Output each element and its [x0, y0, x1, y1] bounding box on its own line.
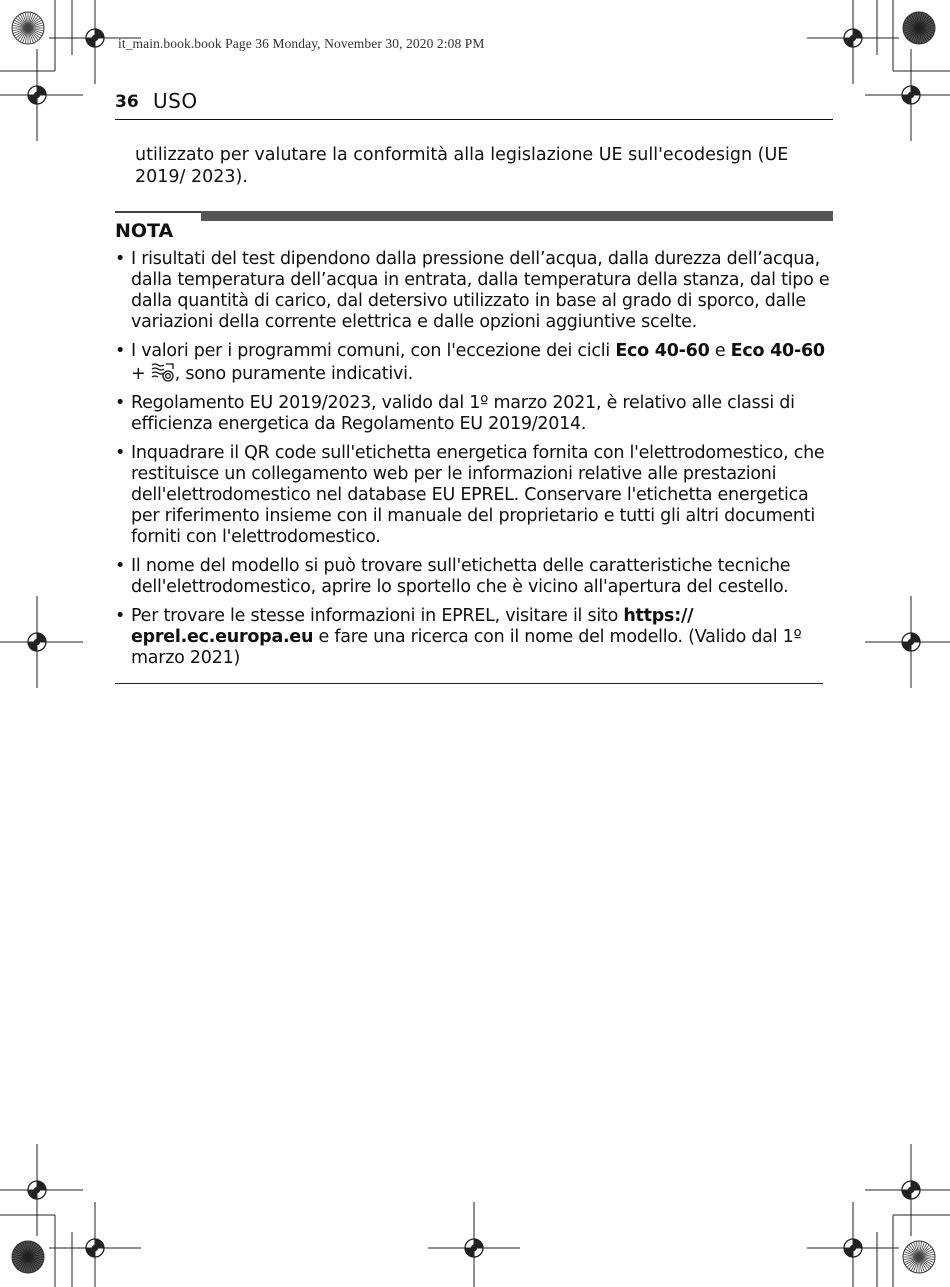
note-item: • Regolamento EU 2019/2023, valido dal 1º marzo 2021, è relativo alle classi di efficienza energetica da Regolamento EU 2019/2014.	[115, 393, 833, 435]
eprel-link[interactable]: https:// eprel.ec.europa.eu	[131, 606, 694, 647]
note-rule-thick	[201, 211, 833, 221]
note-end-rule	[115, 683, 823, 684]
note-item: • Per trovare le stesse informazioni in EPREL, visitare il sito https:// eprel.ec.europa.eu e fare una ricerca con il nome del modello. (Valido dal 1º marzo 2021)	[115, 606, 833, 669]
section-title: USO	[153, 89, 198, 113]
color-starburst	[903, 1241, 935, 1273]
color-starburst	[12, 12, 44, 44]
program-name: Eco 40-60	[615, 341, 710, 361]
program-name: Eco 40-60	[730, 341, 825, 361]
color-starburst	[903, 12, 935, 44]
note-item: • Inquadrare il QR code sull'etichetta energetica fornita con l'elettrodomestico, che restituisce un collegamento web per le informazioni relative alle prestazioni dell'elettrodomestico nel database EU EPREL. Conservare l'etichetta energetica per riferimento insieme con il manuale del proprietario e tutti gli altri documenti forniti con l'elettrodomestico.	[115, 443, 833, 548]
note-item: • Il nome del modello si può trovare sull'etichetta delle caratteristiche tecniche dell'elettrodomestico, aprire lo sportello che è vicino all'apertura del cestello.	[115, 556, 833, 598]
intro-paragraph: utilizzato per valutare la conformità alla legislazione UE sull'ecodesign (UE 2019/ 2023).	[135, 145, 789, 187]
print-slug: it_main.book.book Page 36 Monday, November 30, 2020 2:08 PM	[118, 36, 485, 51]
note-title: NOTA	[115, 220, 174, 242]
note-list	[115, 249, 833, 677]
note-item: • I valori per i programmi comuni, con l'eccezione dei cicli Eco 40-60 e Eco 40-60 + , sono puramente indicativi.	[115, 341, 833, 385]
page-header	[115, 89, 833, 120]
color-starburst	[12, 1241, 44, 1273]
dry-option-icon	[151, 362, 175, 382]
note-rule-thin	[115, 211, 201, 213]
page-number: 36	[115, 92, 139, 112]
note-item: • I risultati del test dipendono dalla pressione dell’acqua, dalla durezza dell’acqua, dalla temperatura dell’acqua in entrata, dalla temperatura della stanza, dal tipo e dalla quantità di carico, dal detersivo utilizzato in base al grado di sporco, dalle variazioni della corrente elettrica e dalle opzioni aggiuntive scelte.	[115, 249, 833, 333]
